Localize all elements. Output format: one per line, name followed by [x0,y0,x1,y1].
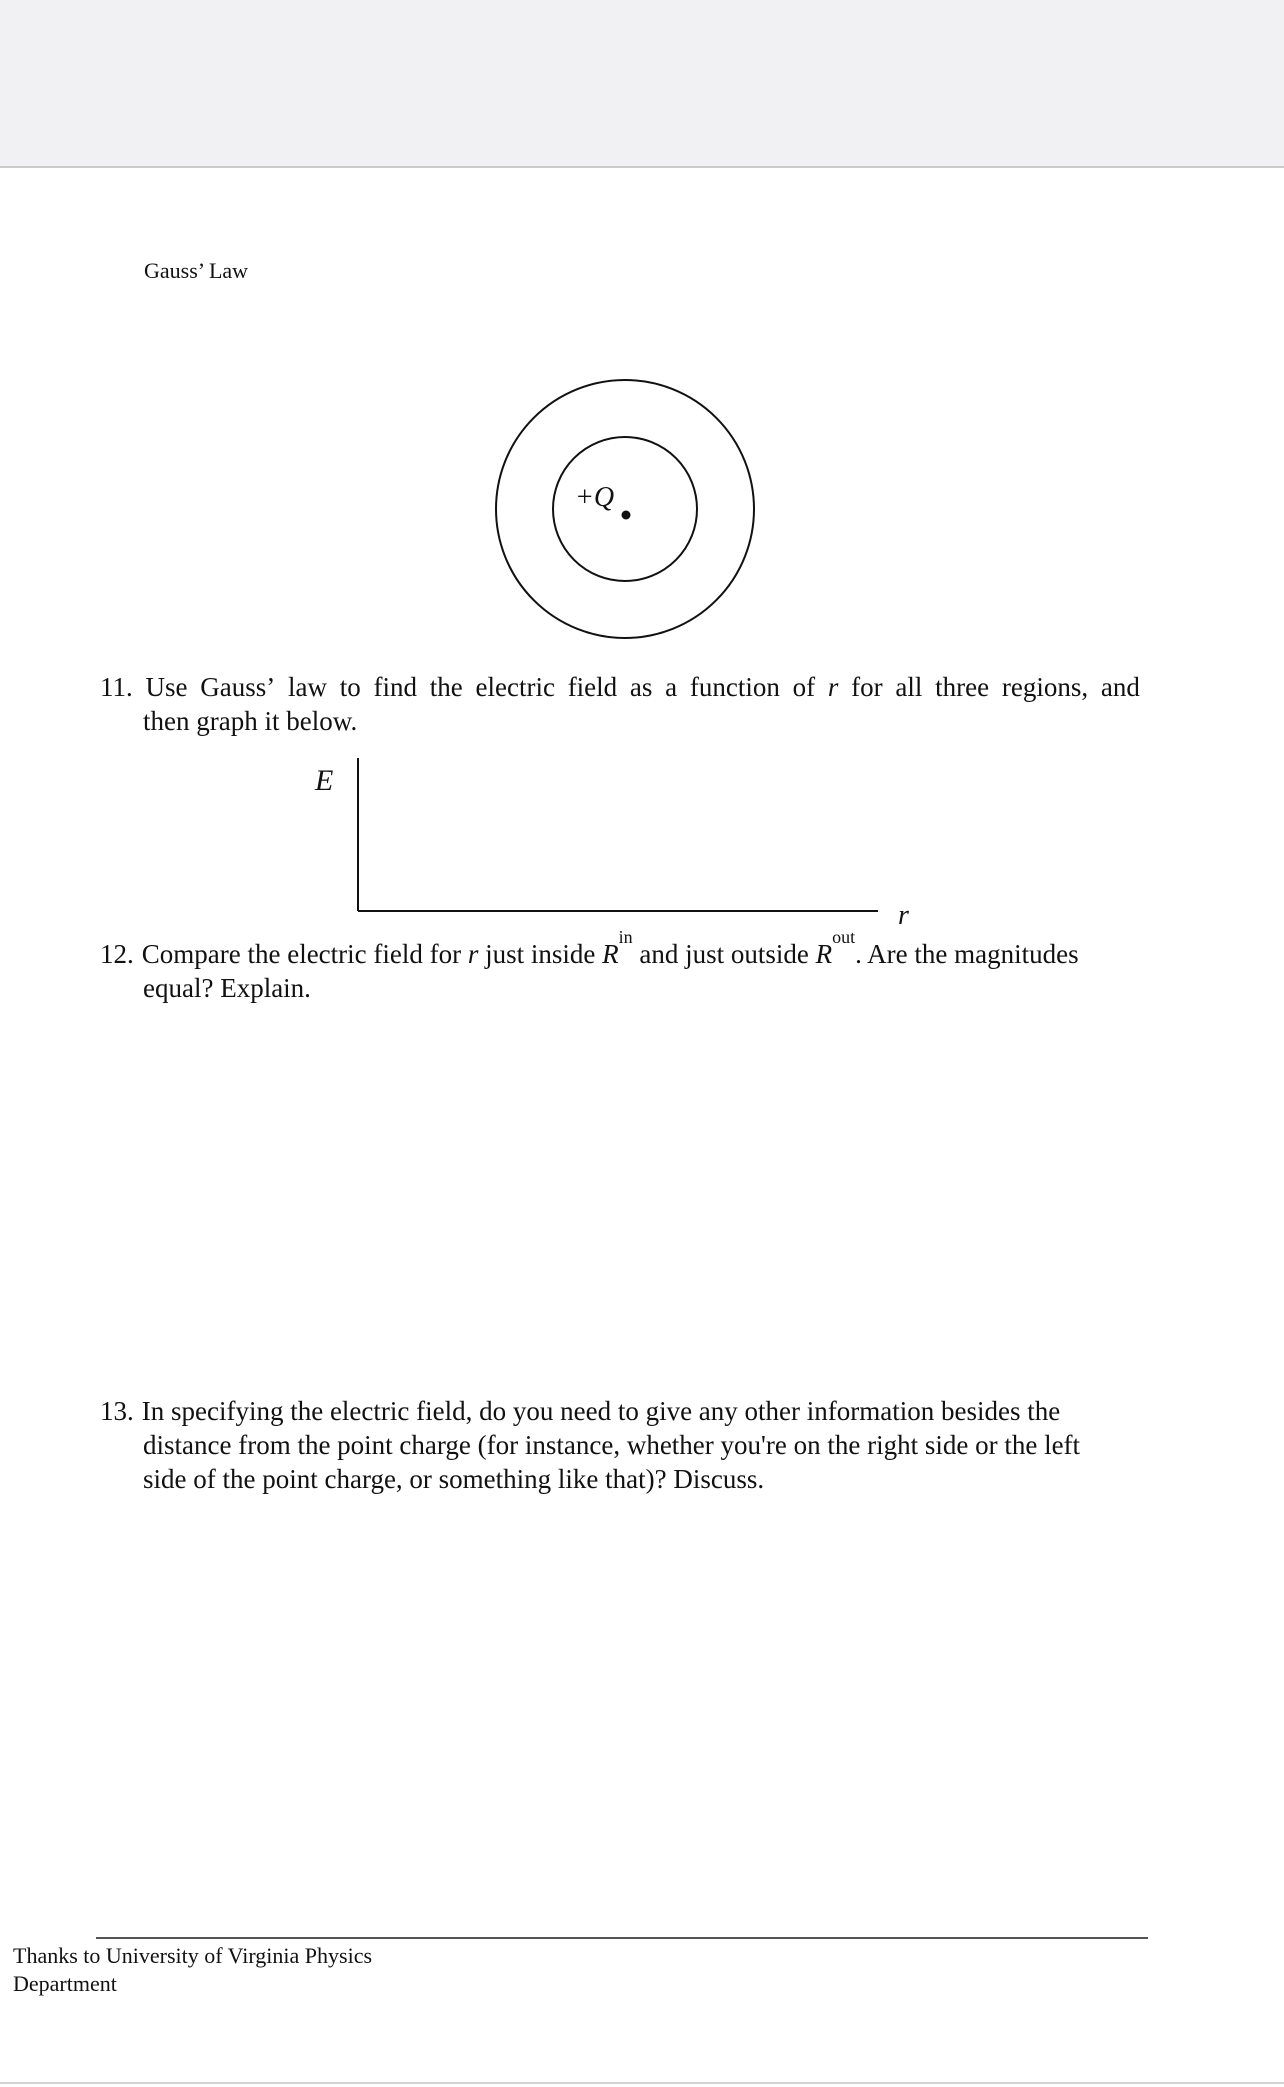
question-12-line-1 [100,927,1140,971]
question-12-line-2: equal? Explain. [143,973,311,1003]
question-12-text-b: just inside [485,939,596,969]
question-12-sub-in: in [618,927,633,947]
question-13 [100,1394,1140,1496]
question-11-word: to [339,672,361,702]
page-header: Gauss’ Law [144,258,249,283]
question-11-word: Gauss’ [200,672,276,702]
footer-credit-line-1: Thanks to University of Virginia Physics [13,1943,373,1968]
question-11-word: and [1100,672,1140,702]
question-12-sub-out: out [832,927,856,947]
question-12-r-out: R [815,939,833,969]
question-11-word: all [895,672,923,702]
question-11-word: of [792,672,816,702]
page-bottom-edge [0,2082,1284,2084]
question-13-line-3: side of the point charge, or something like that)? Discuss. [143,1464,765,1494]
question-11-line-2: then graph it below. [143,706,358,736]
question-12-text-c: and just outside [639,939,809,969]
e-vs-r-graph-axes [300,750,940,940]
question-11-word: as [629,672,653,702]
concentric-shell-diagram [490,374,760,644]
question-11-word: for [851,672,883,702]
question-11-word: function [689,672,780,702]
question-11-word: law [288,672,327,702]
question-13-line-2: distance from the point charge (for instance, whether you're on the right side or the left [143,1430,1081,1460]
question-12-number: 12. [100,939,134,969]
question-13-number: 13. [100,1396,134,1426]
question-11-word: field [567,672,618,702]
charge-label: +Q [575,482,615,513]
question-11-number: 11. [100,672,133,702]
footer-credit-line-2: Department [13,1971,117,1996]
question-11 [100,670,1140,738]
question-11-word: the [429,672,463,702]
question-13-text-1: In specifying the electric field, do you need to give any other information besides the [141,1396,1061,1426]
question-12 [100,927,1140,1005]
question-11-word: three [935,672,990,702]
graph-y-label: E [315,764,334,797]
viewer-top-bar [0,0,1284,168]
question-11-word: electric [475,672,555,702]
question-12-text-a: Compare the electric field for [141,939,462,969]
question-12-text-d: . Are the magnitudes [855,939,1079,969]
question-11-word: a [665,672,678,702]
footer-divider [96,1937,1148,1939]
question-11-word: regions, [1001,672,1089,702]
question-11-word: Use [145,672,188,702]
question-12-r: r [467,939,479,969]
question-12-r-in: R [602,939,619,969]
question-11-line-1 [100,670,1140,704]
footer-credit [13,1942,453,1998]
outer-shell [496,380,754,638]
question-11-word: r [827,672,839,702]
point-charge-dot [622,511,631,520]
graph-x-label: r [898,900,909,931]
question-11-word: find [373,672,417,702]
question-13-line-1 [100,1394,1140,1428]
